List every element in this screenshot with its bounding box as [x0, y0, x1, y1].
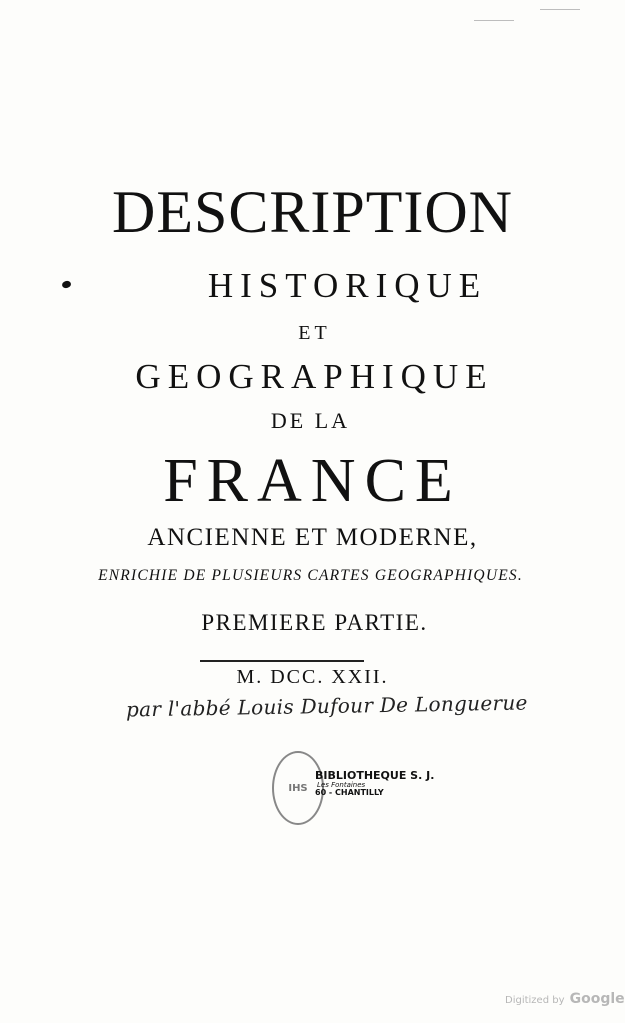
- google-watermark: [505, 988, 625, 1007]
- title-description: DESCRIPTION: [111, 179, 514, 245]
- library-stamp-text: [315, 770, 434, 797]
- title-historique: HISTORIQUE: [207, 266, 488, 305]
- scan-mark-top: [474, 20, 514, 21]
- stamp-line-3: 60 - CHANTILLY: [315, 787, 384, 797]
- publication-date: M. DCC. XXII.: [236, 666, 389, 688]
- part-label: PREMIERE PARTIE.: [201, 610, 428, 635]
- handwritten-attribution: par l'abbé Louis Dufour De Longuerue: [125, 690, 528, 722]
- date-rule: [200, 660, 364, 662]
- stamp-emblem: IHS: [288, 782, 308, 794]
- stamp-line-1: BIBLIOTHEQUE S. J.: [315, 769, 435, 782]
- subtitle-ancienne-moderne: ANCIENNE ET MODERNE,: [147, 524, 478, 551]
- title-de-la: DE LA: [270, 408, 351, 433]
- title-geographique: GEOGRAPHIQUE: [135, 357, 494, 396]
- subtitle-cartes: ENRICHIE DE PLUSIEURS CARTES GEOGRAPHIQUES.: [98, 567, 523, 584]
- title-et: ET: [298, 322, 331, 344]
- stamp-line-2: Les Fontaines: [317, 780, 366, 789]
- scan-mark-top-2: [540, 9, 580, 10]
- watermark-brand: Google: [569, 991, 625, 1007]
- title-france: FRANCE: [163, 447, 462, 515]
- watermark-prefix: Digitized by: [505, 995, 565, 1006]
